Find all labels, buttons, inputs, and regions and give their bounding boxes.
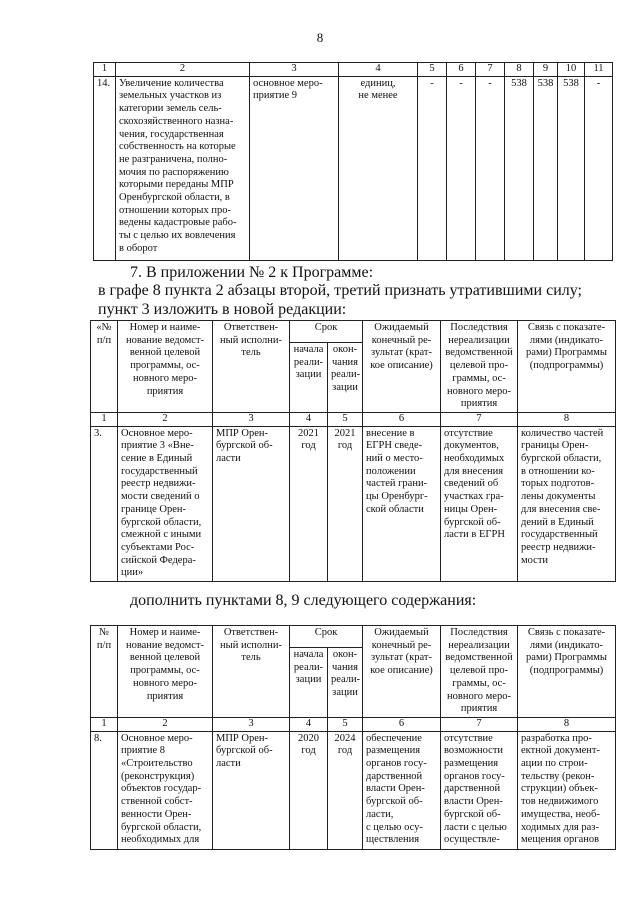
col-number: 2	[116, 63, 250, 77]
col-number: 5	[328, 412, 363, 426]
column-numbers-row	[91, 412, 616, 426]
expected-result: обеспечение размещения органов госу- дарственной власти Орен- бургской об- ласти, с целью осу- ществления	[363, 731, 441, 849]
col-number: 9	[534, 63, 558, 77]
start-year: 2020 год	[290, 731, 328, 849]
col-number: 1	[91, 412, 118, 426]
header-consequences: Последствия нереализации ведомственной целевой про- граммы, ос- новного меро- приятия	[441, 626, 518, 718]
col-number: 5	[418, 63, 447, 77]
indicators-table	[93, 62, 613, 261]
indicator-name: Увеличение количества земельных участков из категории земель сель- скохозяйственного назна- чения, государственная собственность на которые не разграничена, полно- мочия по распоряжению которыми переданы МПР Оренбургской области, в отношении которых про- ведены кадастровые рабо- ты с целью их вовлечения в оборот	[116, 76, 250, 260]
activities-table	[90, 320, 616, 582]
col-number: 1	[91, 717, 118, 731]
value-8: 538	[505, 76, 534, 260]
value-6: -	[447, 76, 476, 260]
header-result: Ожидаемый конечный ре- зультат (крат- кое описание)	[363, 626, 441, 718]
col-number: 8	[505, 63, 534, 77]
header-executor: Ответствен- ный исполни- тель	[213, 626, 290, 718]
add-items-paragraph: дополнить пунктами 8, 9 следующего содержания:	[130, 592, 477, 609]
column-numbers-row	[91, 717, 616, 731]
activity: основное меро- приятие 9	[250, 76, 339, 260]
col-number: 7	[441, 412, 518, 426]
indicator-link: разработка про- ектной документ- ации по строи- тельству (рекон- струкции) объек- тов недвижимого имущества, необ- ходимых для раз- мещения органов	[518, 731, 616, 849]
executor: МПР Орен- бургской об- ласти	[213, 731, 290, 849]
col-number: 4	[290, 412, 328, 426]
header-result: Ожидаемый конечный ре- зультат (крат- кое описание)	[363, 321, 441, 413]
col-number: 3	[213, 412, 290, 426]
end-year: 2024 год	[328, 731, 363, 849]
col-number: 8	[518, 717, 616, 731]
value-5: -	[418, 76, 447, 260]
header-link: Связь с показате- лями (индикато- рами) Программы (подпрограммы)	[518, 321, 616, 413]
value-7: -	[476, 76, 505, 260]
header-row	[91, 626, 616, 648]
table-row	[91, 426, 616, 581]
section-7-text: в графе 8 пункта 2 абзацы второй, третий признать утратившими силу; пункт 3 изложить в новой редакции:	[98, 282, 582, 318]
value-10: 538	[558, 76, 585, 260]
header-name: Номер и наиме- нование ведомст- венной целевой программы, ос- новного меро- приятия	[118, 626, 213, 718]
section-7-heading: 7. В приложении № 2 к Программе:	[130, 264, 374, 281]
value-9: 538	[534, 76, 558, 260]
header-executor: Ответствен- ный исполни- тель	[213, 321, 290, 413]
value-11: -	[585, 76, 613, 260]
consequences: отсутствие документов, необходимых для внесения сведений об участках гра- ницы Орен- бургской об- ласти в ЕГРН	[441, 426, 518, 581]
col-number: 6	[447, 63, 476, 77]
header-num: «№ п/п	[91, 321, 118, 413]
header-end: окон- чания реали- зации	[328, 647, 363, 717]
col-number: 3	[213, 717, 290, 731]
col-number: 6	[363, 717, 441, 731]
header-row	[91, 321, 616, 343]
expected-result: внесение в ЕГРН сведе- ний о место- положении частей грани- цы Оренбург- ской области	[363, 426, 441, 581]
header-start: начала реали- зации	[290, 342, 328, 412]
table-row	[91, 731, 616, 849]
executor: МПР Орен- бургской об- ласти	[213, 426, 290, 581]
column-numbers-row	[94, 63, 613, 77]
col-number: 4	[339, 63, 418, 77]
row-number: 8.	[91, 731, 118, 849]
col-number: 4	[290, 717, 328, 731]
header-num: № п/п	[91, 626, 118, 718]
header-name: Номер и наиме- нование ведомст- венной целевой программы, ос- новного меро- приятия	[118, 321, 213, 413]
col-number: 8	[518, 412, 616, 426]
activity-name: Основное меро- приятие 8 «Строительство (реконструкция) объектов государ- ственной собст- венности Орен- бургской области, необходимых для	[118, 731, 213, 849]
col-number: 3	[250, 63, 339, 77]
col-number: 11	[585, 63, 613, 77]
new-activities-table	[90, 625, 616, 850]
col-number: 7	[476, 63, 505, 77]
col-number: 1	[94, 63, 116, 77]
unit: единиц, не менее	[339, 76, 418, 260]
col-number: 2	[118, 412, 213, 426]
end-year: 2021 год	[328, 426, 363, 581]
header-term: Срок	[290, 626, 363, 648]
header-start: начала реали- зации	[290, 647, 328, 717]
col-number: 6	[363, 412, 441, 426]
col-number: 10	[558, 63, 585, 77]
header-end: окон- чания реали- зации	[328, 342, 363, 412]
col-number: 2	[118, 717, 213, 731]
activity-name: Основное меро- приятие 3 «Вне- сение в Единый государственный реестр недвижи- мости сведений о границе Орен- бургской области, смежной с иными субъектами Рос- сийской Федера- ции»	[118, 426, 213, 581]
header-link: Связь с показате- лями (индикато- рами) Программы (подпрограммы)	[518, 626, 616, 718]
header-term: Срок	[290, 321, 363, 343]
page-number: 8	[316, 30, 324, 45]
col-number: 7	[441, 717, 518, 731]
indicator-link: количество частей границы Орен- бургской области, в отношении ко- торых подготов- лены документы для внесения све- дений в Единый государственный реестр недвижи- мости	[518, 426, 616, 581]
row-number: 3.	[91, 426, 118, 581]
table-row	[94, 76, 613, 260]
col-number: 5	[328, 717, 363, 731]
row-number: 14.	[94, 76, 116, 260]
start-year: 2021 год	[290, 426, 328, 581]
header-consequences: Последствия нереализации ведомственной целевой про- граммы, ос- новного меро- приятия	[441, 321, 518, 413]
consequences: отсутствие возможности размещения органов госу- дарственной власти Орен- бургской об- ласти с целью осуществле-	[441, 731, 518, 849]
